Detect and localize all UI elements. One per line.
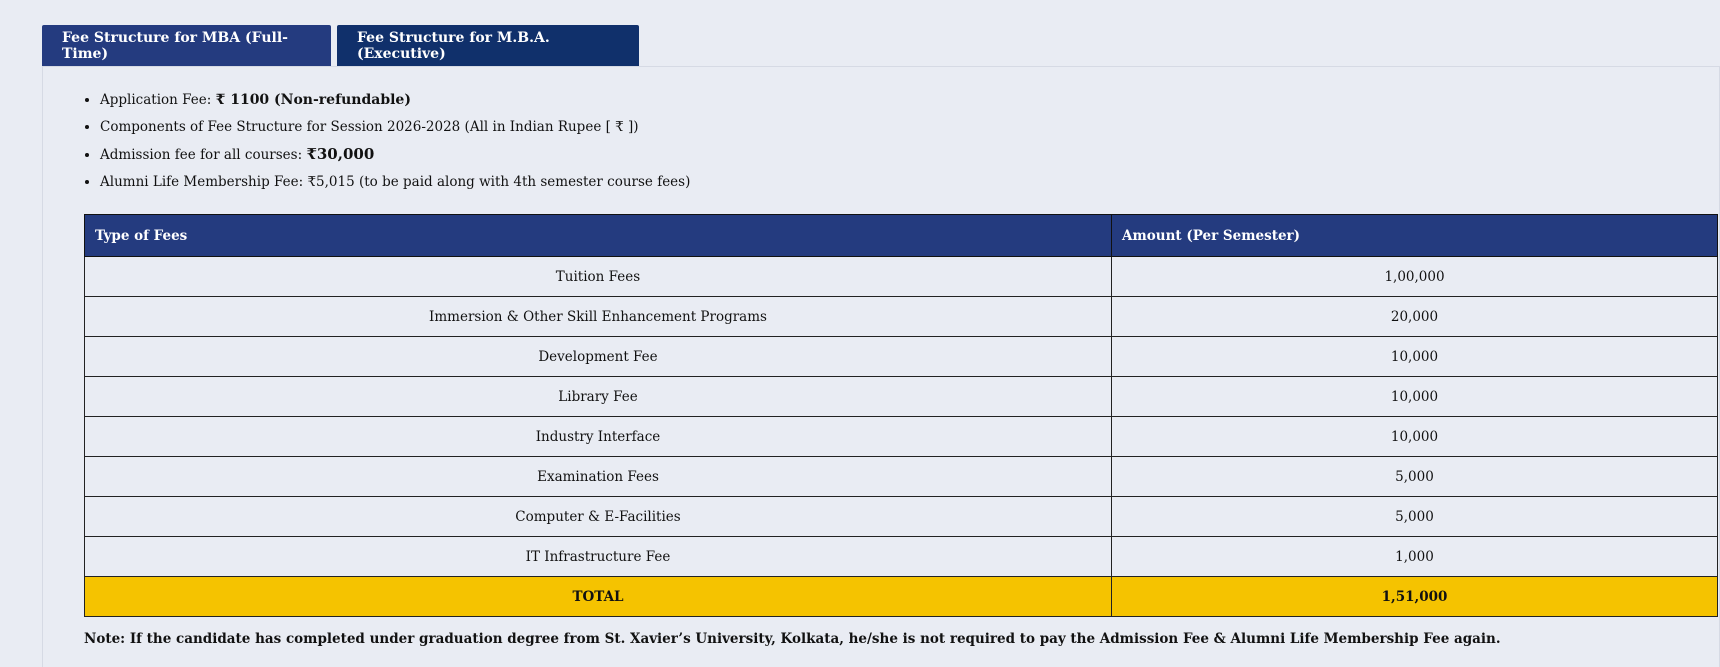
table-row <box>85 297 1718 337</box>
tab-panel <box>42 66 1720 667</box>
fee-structure-section <box>42 25 1720 667</box>
fee-amount-cell: 5,000 <box>1112 497 1718 537</box>
tab-mba-full-time[interactable]: Fee Structure for MBA (Full-Time) <box>42 25 331 66</box>
fee-type-cell: Library Fee <box>85 377 1112 417</box>
table-row <box>85 377 1718 417</box>
table-row <box>85 337 1718 377</box>
header-type-of-fees: Type of Fees <box>85 215 1112 257</box>
fee-amount-cell: 1,00,000 <box>1112 257 1718 297</box>
application-fee-label: Application Fee: <box>100 92 216 108</box>
alumni-fee-text: Alumni Life Membership Fee: ₹5,015 (to be paid along with 4th semester course fees) <box>100 174 691 190</box>
fee-note: Note: If the candidate has completed under graduation degree from St. Xavier’s University, Kolkata, he/she is not required to pay the Admission Fee & Alumni Life Membership Fee again. <box>84 631 1501 647</box>
list-item-alumni-fee <box>100 169 1699 196</box>
fee-type-cell: Computer & E-Facilities <box>85 497 1112 537</box>
list-item-admission-fee <box>100 141 1699 169</box>
fee-amount-cell: 20,000 <box>1112 297 1718 337</box>
fee-amount-cell: 10,000 <box>1112 377 1718 417</box>
total-amount-cell: 1,51,000 <box>1112 577 1718 617</box>
fee-amount-cell: 5,000 <box>1112 457 1718 497</box>
table-header-row <box>85 215 1718 257</box>
fee-info-list <box>84 87 1699 196</box>
header-amount: Amount (Per Semester) <box>1112 215 1718 257</box>
components-text: Components of Fee Structure for Session 2026-2028 (All in Indian Rupee [ ₹ ]) <box>100 119 639 135</box>
admission-fee-label: Admission fee for all courses: <box>100 147 307 163</box>
table-row <box>85 417 1718 457</box>
fee-type-cell: IT Infrastructure Fee <box>85 537 1112 577</box>
fee-type-cell: Development Fee <box>85 337 1112 377</box>
fee-amount-cell: 10,000 <box>1112 417 1718 457</box>
fee-table <box>84 214 1718 617</box>
fee-amount-cell: 10,000 <box>1112 337 1718 377</box>
list-item-application-fee <box>100 87 1699 114</box>
table-row <box>85 537 1718 577</box>
tab-mba-executive[interactable]: Fee Structure for M.B.A. (Executive) <box>337 25 639 66</box>
admission-fee-value: ₹30,000 <box>306 145 375 163</box>
fee-type-cell: Tuition Fees <box>85 257 1112 297</box>
total-label-cell: TOTAL <box>85 577 1112 617</box>
application-fee-value: ₹ 1100 (Non-refundable) <box>215 92 411 108</box>
fee-type-cell: Industry Interface <box>85 417 1112 457</box>
table-row <box>85 257 1718 297</box>
total-row <box>85 577 1718 617</box>
list-item-components <box>100 114 1699 141</box>
tab-bar <box>42 25 1720 66</box>
fee-type-cell: Immersion & Other Skill Enhancement Programs <box>85 297 1112 337</box>
fee-type-cell: Examination Fees <box>85 457 1112 497</box>
fee-amount-cell: 1,000 <box>1112 537 1718 577</box>
table-row <box>85 457 1718 497</box>
table-row <box>85 497 1718 537</box>
